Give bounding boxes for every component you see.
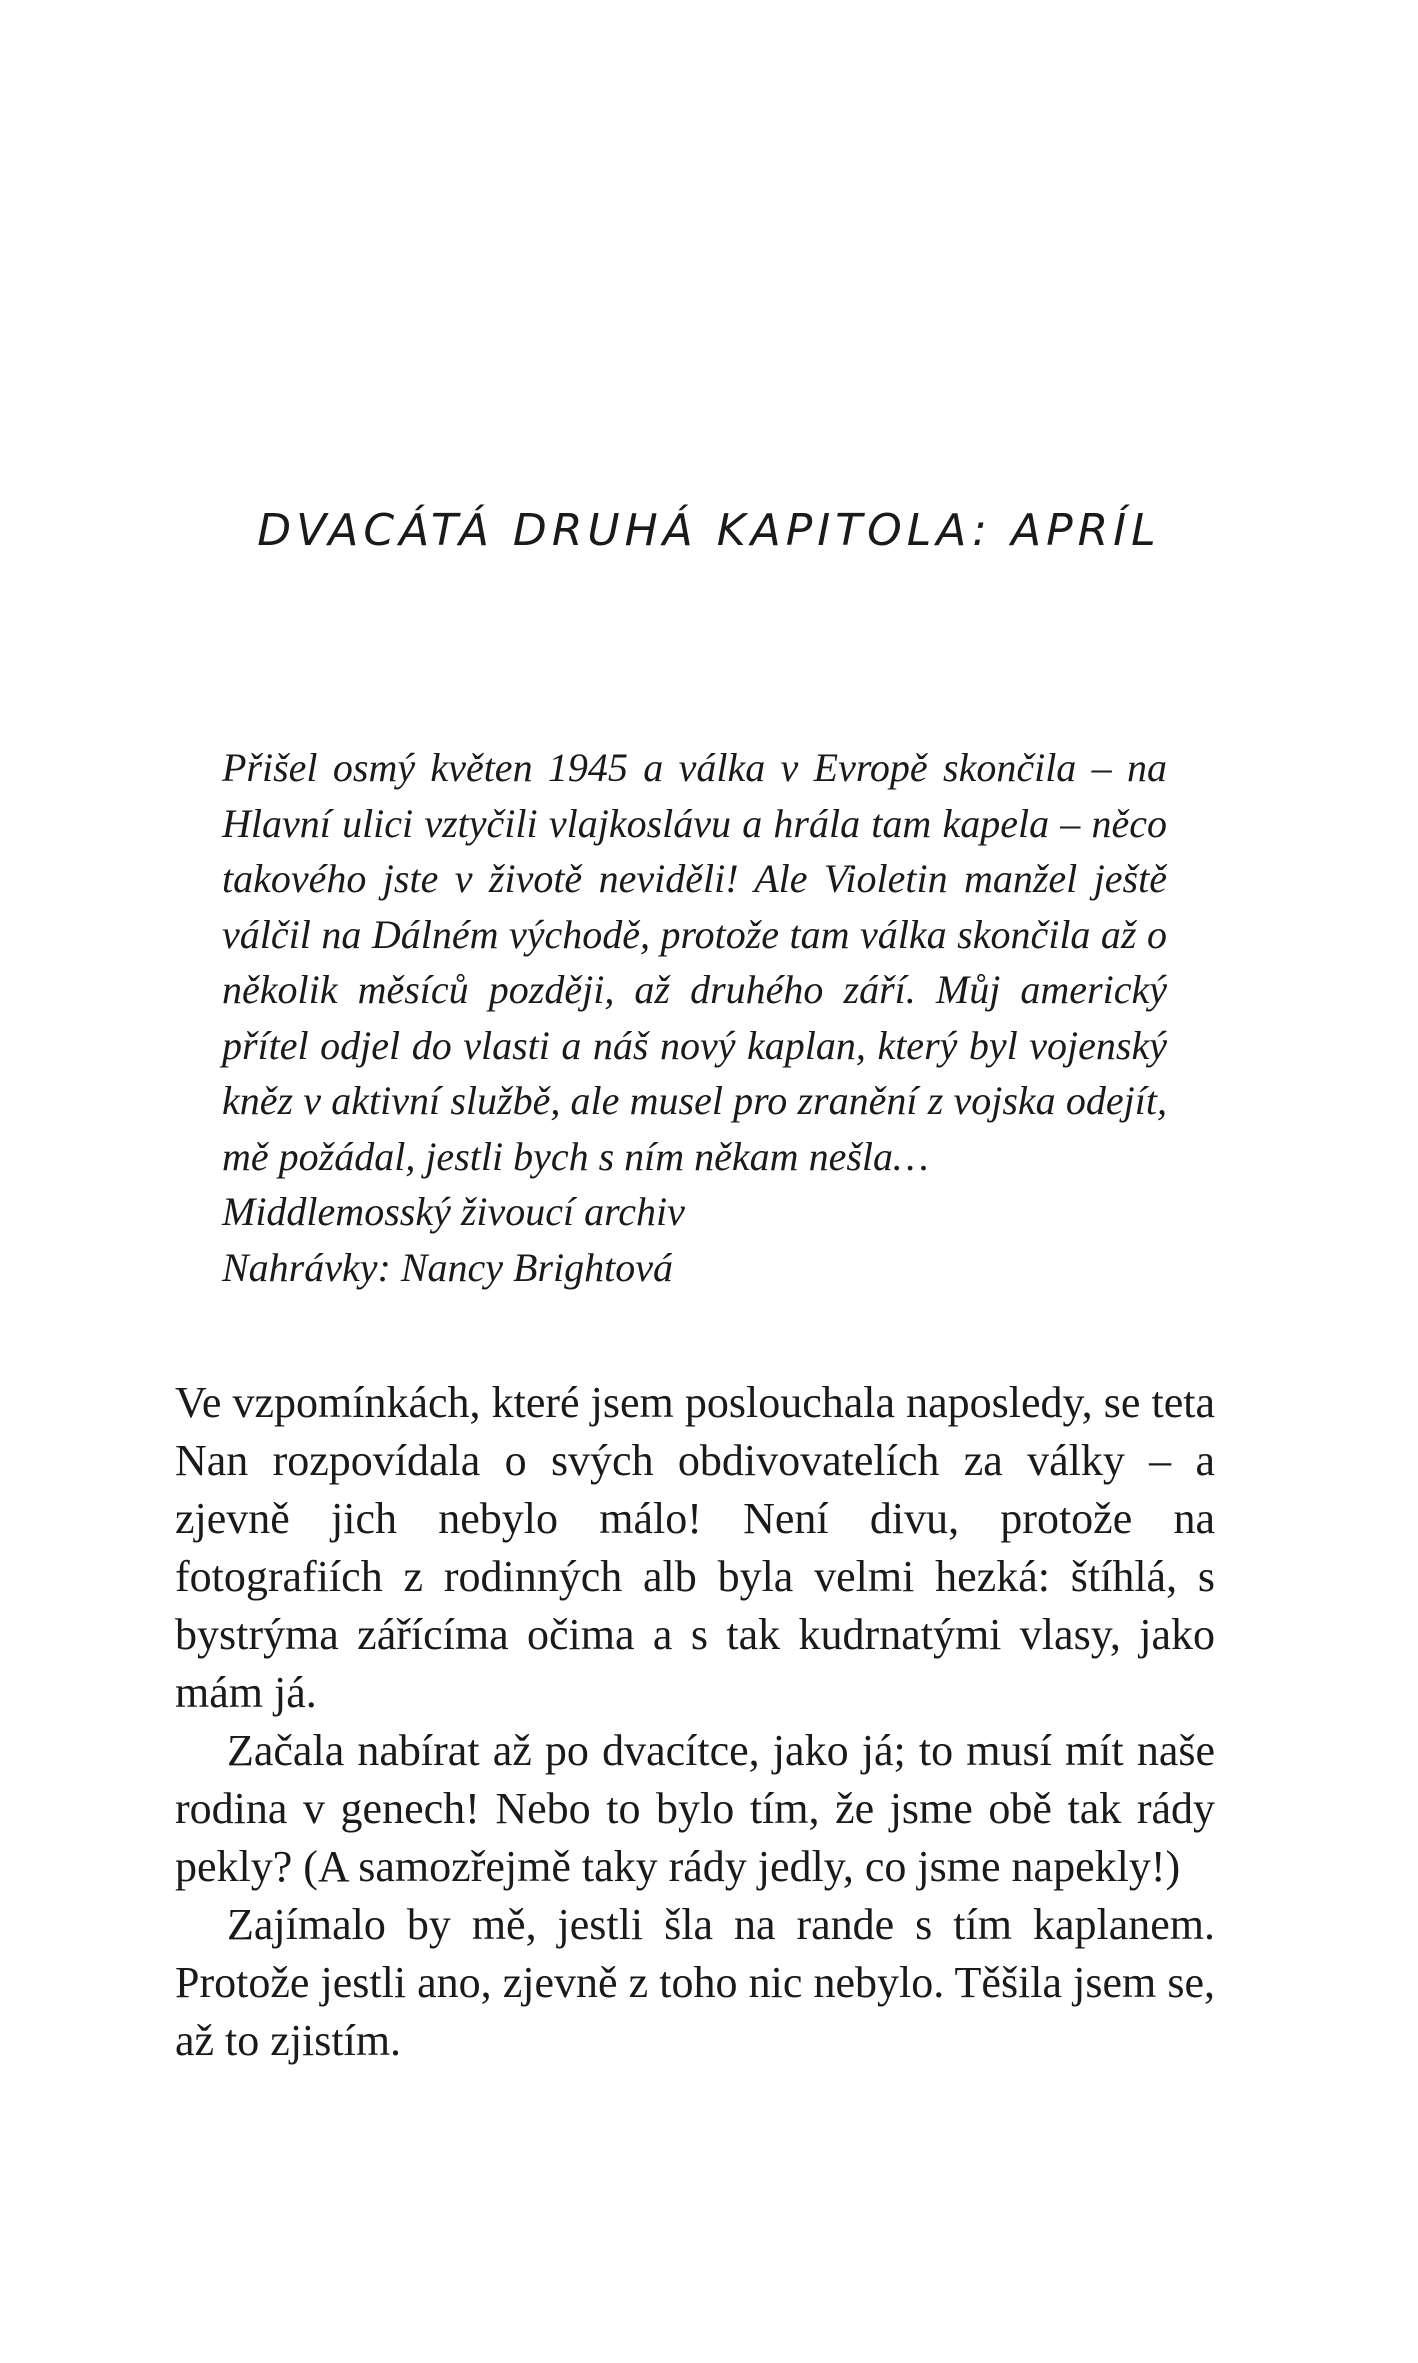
epigraph — [222, 740, 1167, 1295]
paragraph: Začala nabírat až po dvacítce, jako já; to musí mít naše rodina v genech! Nebo to bylo tím, že jsme obě tak rády pekly? (A samozřejmě taky rády jedly, co jsme napekly!) — [175, 1726, 1215, 1891]
paragraph: Ve vzpomínkách, které jsem poslouchala naposledy, se teta Nan rozpovídala o svých obdivovatelích za války – a zjevně jich nebylo málo! Není divu, protože na fotografiích z rodinných alb byla velmi hezká: štíhlá, s bystrýma zářícíma očima a s tak kudrnatými vlasy, jako mám já. — [175, 1378, 1215, 1717]
epigraph-text: Přišel osmý květen 1945 a válka v Evropě skončila – na Hlavní ulici vztyčili vlajkoslávu a hrála tam kapela – něco takového jste v životě neviděli! Ale Violetin manžel ještě válčil na Dálném východě, protože tam válka skončila až o několik měsíců později, až druhého září. Můj americký přítel odjel do vlasti a náš nový kaplan, který byl vojenský kněz v aktivní službě, ale musel pro zranění z vojska odejít, mě požádal, jestli bych s ním někam nešla… — [222, 745, 1167, 1179]
paragraph: Zajímalo by mě, jestli šla na rande s tím kaplanem. Protože jestli ano, zjevně z toho nic nebylo. Těšila jsem se, až to zjistím. — [175, 1900, 1215, 2065]
chapter-title: DVACÁTÁ DRUHÁ KAPITOLA: APRÍL — [257, 505, 1161, 556]
body-text — [175, 1374, 1215, 2070]
epigraph-recordings: Nahrávky: Nancy Brightová — [222, 1244, 673, 1290]
epigraph-source: Middlemosský živoucí archiv — [222, 1189, 685, 1234]
